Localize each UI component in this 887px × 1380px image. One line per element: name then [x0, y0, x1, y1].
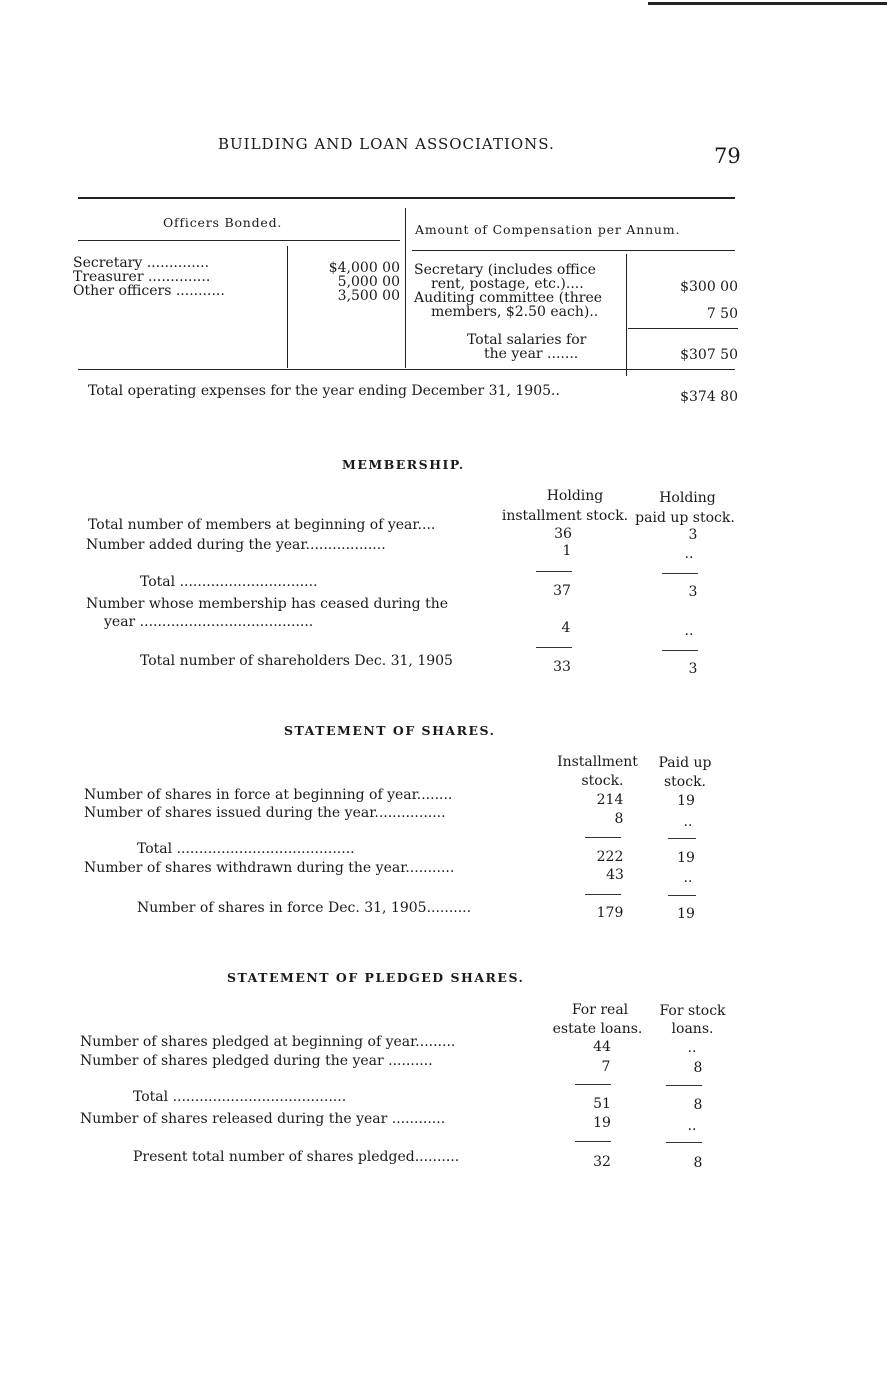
shares-label-issued: Number of shares issued during the year................ [84, 805, 446, 821]
comp-auditing-line1: Auditing committee (three [414, 290, 603, 306]
pledged-final-rule-col2 [666, 1142, 702, 1143]
membership-final-rule-col2 [662, 650, 698, 651]
comp-total-amount: $307 50 [680, 347, 738, 363]
pledged-title: STATEMENT OF PLEDGED SHARES. [227, 970, 525, 985]
pledged-col2-header-line2: loans. [671, 1021, 714, 1037]
pledged-total-col2: 8 [693, 1097, 703, 1113]
shares-withdrawn-col2: .. [683, 870, 693, 886]
left-heading-rule [78, 240, 400, 241]
officers-bonded-heading: Officers Bonded. [163, 215, 283, 230]
membership-col2-header-line1: Holding [659, 490, 716, 506]
membership-ceased-col2: .. [684, 623, 694, 639]
compensation-heading: Amount of Compensation per Annum. [415, 222, 681, 237]
pledged-label-beginning: Number of shares pledged at beginning of year......... [80, 1034, 456, 1050]
membership-subtotal-rule-col2 [662, 573, 698, 574]
pledged-during-col1: 7 [601, 1059, 611, 1075]
membership-label-added: Number added during the year.................. [86, 537, 386, 553]
membership-beginning-col1: 36 [554, 526, 572, 542]
table-top-rule [78, 197, 735, 199]
shares-in-force-col1: 179 [596, 905, 624, 921]
officer-label-treasurer: Treasurer .............. [73, 269, 211, 285]
membership-col2-header-line2: paid up stock. [635, 510, 735, 526]
comp-total-line1: Total salaries for [467, 332, 587, 348]
top-edge-rule [648, 2, 887, 5]
comp-secretary-line1: Secretary (includes office [414, 262, 596, 278]
shares-total-col1: 222 [596, 849, 624, 865]
membership-col1-header-line2: installment stock. [501, 508, 629, 524]
shares-subtotal-rule-col2 [668, 838, 696, 839]
pledged-subtotal-rule-col1 [575, 1084, 611, 1085]
pledged-col1-header-line2: estate loans. [552, 1021, 643, 1037]
shares-withdrawn-col1: 43 [606, 867, 624, 883]
membership-label-shareholders: Total number of shareholders Dec. 31, 1905 [140, 653, 453, 669]
membership-shareholders-col2: 3 [688, 661, 698, 677]
pledged-subtotal-rule-col2 [666, 1085, 702, 1086]
pledged-present-total-col2: 8 [693, 1155, 703, 1171]
comp-auditing-amount: 7 50 [706, 306, 738, 322]
pledged-label-present-total: Present total number of shares pledged.......... [133, 1149, 460, 1165]
membership-label-ceased-year: year ....................................... [104, 614, 314, 630]
pledged-label-released: Number of shares released during the year ............ [80, 1111, 446, 1127]
pledged-col2-header-line1: For stock [659, 1003, 726, 1019]
shares-label-withdrawn: Number of shares withdrawn during the year........... [84, 860, 455, 876]
membership-final-rule-col1 [536, 647, 572, 648]
pledged-beginning-col1: 44 [593, 1039, 611, 1055]
shares-total-col2: 19 [677, 850, 695, 866]
membership-total-col2: 3 [688, 584, 698, 600]
membership-label-ceased: Number whose membership has ceased during the [86, 596, 449, 612]
pledged-beginning-col2: .. [687, 1040, 697, 1056]
page-title: BUILDING AND LOAN ASSOCIATIONS. [218, 135, 555, 153]
shares-beginning-col2: 19 [677, 793, 695, 809]
right-heading-rule [412, 250, 735, 251]
compensation-amount-divider [626, 254, 627, 376]
shares-final-rule-col1 [585, 894, 621, 895]
shares-title: STATEMENT OF SHARES. [284, 723, 496, 738]
shares-label-beginning: Number of shares in force at beginning of year........ [84, 787, 453, 803]
membership-title: MEMBERSHIP. [342, 457, 465, 472]
shares-issued-col2: .. [683, 814, 693, 830]
pledged-total-col1: 51 [593, 1096, 611, 1112]
shares-final-rule-col2 [668, 895, 696, 896]
shares-col2-header-line2: stock. [663, 774, 706, 790]
membership-added-col2: .. [684, 546, 694, 562]
membership-total-col1: 37 [553, 583, 571, 599]
membership-label-beginning: Total number of members at beginning of year.... [88, 517, 436, 533]
pledged-released-col1: 19 [593, 1115, 611, 1131]
page-number: 79 [714, 144, 741, 168]
operating-expenses-amount: $374 80 [680, 389, 738, 405]
shares-col1-header-line1: Installment [557, 754, 638, 770]
membership-label-total: Total ............................... [140, 574, 318, 590]
table-divider [405, 208, 406, 368]
officers-amount-divider [287, 246, 288, 368]
comp-secretary-amount: $300 00 [680, 279, 738, 295]
shares-col1-header-line2: stock. [581, 773, 624, 789]
comp-total-line2: the year ....... [484, 346, 579, 362]
membership-added-col1: 1 [562, 543, 572, 559]
shares-label-total: Total ........................................ [137, 841, 355, 857]
officer-amount-secretary: $4,000 00 [328, 260, 400, 276]
shares-label-in-force: Number of shares in force Dec. 31, 1905.......... [137, 900, 472, 916]
membership-beginning-col2: 3 [688, 527, 698, 543]
operating-expenses-label: Total operating expenses for the year ending December 31, 1905.. [88, 383, 560, 399]
table-bottom-rule [78, 369, 735, 370]
officer-amount-other: 3,500 00 [337, 288, 400, 304]
pledged-final-rule-col1 [575, 1141, 611, 1142]
shares-col2-header-line1: Paid up [658, 755, 712, 771]
membership-ceased-col1: 4 [561, 620, 571, 636]
shares-in-force-col2: 19 [677, 906, 695, 922]
membership-subtotal-rule-col1 [536, 571, 572, 572]
pledged-present-total-col1: 32 [593, 1154, 611, 1170]
officer-amount-treasurer: 5,000 00 [337, 274, 400, 290]
pledged-during-col2: 8 [693, 1060, 703, 1076]
shares-issued-col1: 8 [614, 811, 624, 827]
comp-auditing-line2: members, $2.50 each).. [431, 304, 599, 320]
comp-secretary-line2: rent, postage, etc.).... [431, 276, 584, 292]
pledged-released-col2: .. [687, 1118, 697, 1134]
pledged-label-total: Total ....................................... [133, 1089, 347, 1105]
officer-label-secretary: Secretary .............. [73, 255, 210, 271]
membership-shareholders-col1: 33 [553, 659, 571, 675]
membership-col1-header-line1: Holding [546, 488, 604, 504]
total-salaries-rule [628, 328, 738, 329]
shares-beginning-col1: 214 [596, 792, 624, 808]
pledged-label-during: Number of shares pledged during the year .......... [80, 1053, 433, 1069]
shares-subtotal-rule-col1 [585, 837, 621, 838]
officer-label-other: Other officers ........... [73, 283, 225, 299]
pledged-col1-header-line1: For real [571, 1002, 629, 1018]
